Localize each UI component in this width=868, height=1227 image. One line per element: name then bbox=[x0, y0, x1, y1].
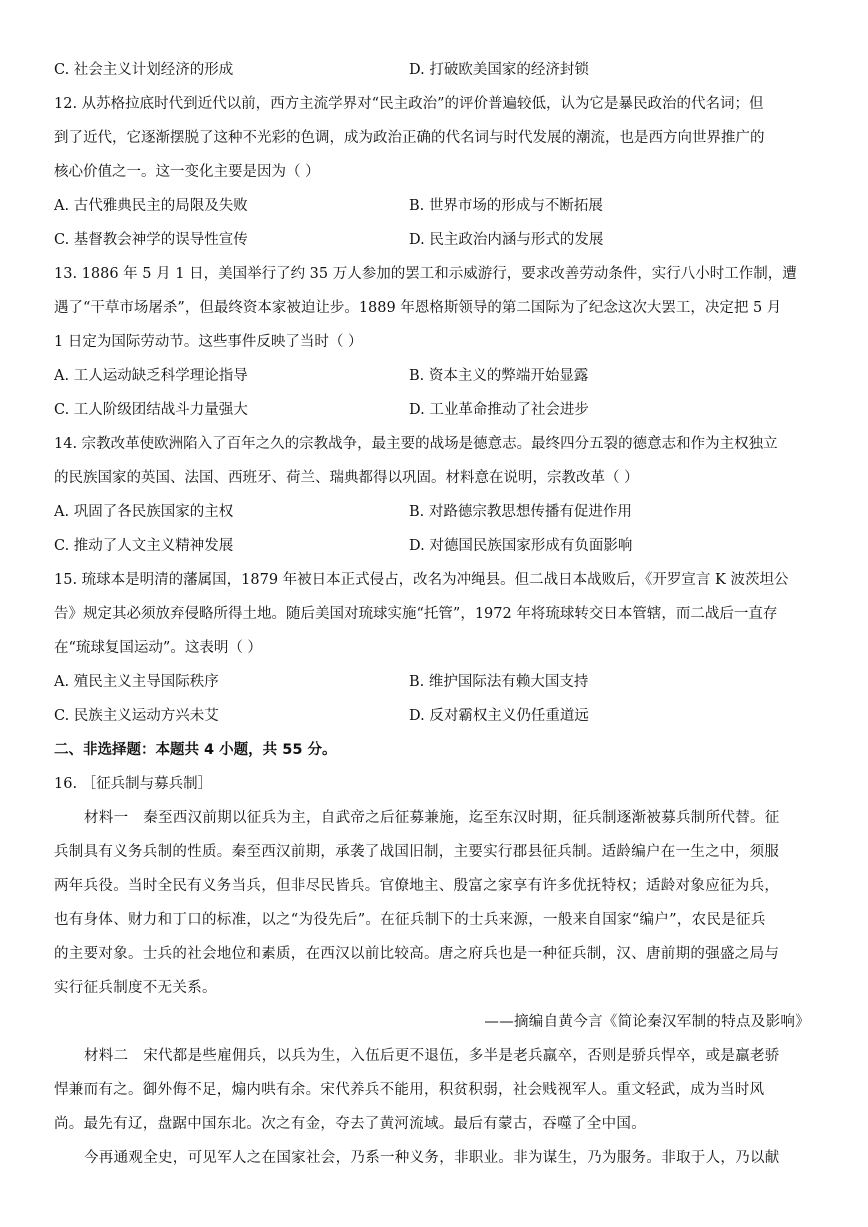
q16-material1-source: ——摘编自黄今言《简论秦汉军制的特点及影响》 bbox=[484, 1014, 810, 1030]
q13-option-d: D. 工业革命推动了社会进步 bbox=[409, 402, 589, 418]
section-heading: 二、非选择题：本题共 4 小题，共 55 分。 bbox=[54, 742, 337, 758]
q16-material2-line: 悍兼而有之。御外侮不足，煽内哄有余。宋代养兵不能用，积贫积弱，社会贱视军人。重文轻武，成为当时风 bbox=[54, 1082, 765, 1098]
q13-stem-line1: 13. 1886 年 5 月 1 日，美国举行了约 35 万人参加的罢工和示威游行，要求改善劳动条件，实行八小时工作制，遭 bbox=[54, 266, 797, 282]
q12-stem-line3: 核心价值之一。这一变化主要是因为（ ） bbox=[54, 164, 320, 180]
q14-stem-line2: 的民族国家的英国、法国、西班牙、荷兰、瑞典都得以巩固。材料意在说明，宗教改革（ ） bbox=[54, 470, 639, 486]
q13-option-b: B. 资本主义的弊端开始显露 bbox=[409, 368, 589, 384]
q15-stem-line1: 15. 琉球本是明清的藩属国，1879 年被日本正式侵占，改名为冲绳县。但二战日本战败后，《开罗宣言 K 波茨坦公 bbox=[54, 572, 789, 588]
q16-material1-line: 材料一 秦至西汉前期以征兵为主，自武帝之后征募兼施，迄至东汉时期，征兵制逐渐被募兵制所代替。征 bbox=[84, 810, 780, 826]
q16-material2-line: 尚。最先有辽，盘踞中国东北。次之有金，夺去了黄河流域。最后有蒙古，吞噬了全中国。 bbox=[54, 1116, 646, 1132]
q16-material1-line: 兵制具有义务兵制的性质。秦至西汉前期，承袭了战国旧制，主要实行郡县征兵制。适龄编户在一生之中，须服 bbox=[54, 844, 780, 860]
q15-stem-line2: 告》规定其必须放弃侵略所得土地。随后美国对琉球实施“托管”，1972 年将琉球转交日本管辖，而二战后一直存 bbox=[54, 606, 778, 622]
q13-stem-line2: 遇了“干草市场屠杀”，但最终资本家被迫让步。1889 年恩格斯领导的第二国际为了纪念这次大罢工，决定把 5 月 bbox=[54, 300, 782, 316]
q14-option-b: B. 对路德宗教思想传播有促进作用 bbox=[409, 504, 632, 520]
q16-title: 16. ［征兵制与募兵制］ bbox=[54, 776, 213, 792]
q12-option-a: A. 古代雅典民主的局限及失败 bbox=[54, 198, 248, 214]
q16-material1-line: 实行征兵制度不无关系。 bbox=[54, 980, 217, 996]
q12-stem-line1: 12. 从苏格拉底时代到近代以前，西方主流学界对“民主政治”的评价普遍较低，认为它是暴民政治的代名词；但 bbox=[54, 96, 764, 112]
q16-material1-line: 也有身体、财力和丁口的标准，以之“为役先后”。在征兵制下的士兵来源，一般来自国家“编户”，农民是征兵 bbox=[54, 912, 766, 928]
q16-material1-line: 的主要对象。士兵的社会地位和素质，在西汉以前比较高。唐之府兵也是一种征兵制，汉、唐前期的强盛之局与 bbox=[54, 946, 780, 962]
q15-option-d: D. 反对霸权主义仍任重道远 bbox=[409, 708, 589, 724]
q14-stem-line1: 14. 宗教改革使欧洲陷入了百年之久的宗教战争，最主要的战场是德意志。最终四分五裂的德意志和作为主权独立 bbox=[54, 436, 778, 452]
q15-option-a: A. 殖民主义主导国际秩序 bbox=[54, 674, 219, 690]
q11-option-d: D. 打破欧美国家的经济封锁 bbox=[409, 62, 589, 78]
q13-option-c: C. 工人阶级团结战斗力量强大 bbox=[54, 402, 248, 418]
q15-option-b: B. 维护国际法有赖大国支持 bbox=[409, 674, 589, 690]
q13-stem-line3: 1 日定为国际劳动节。这些事件反映了当时（ ） bbox=[54, 334, 363, 350]
q12-option-c: C. 基督教会神学的误导性宣传 bbox=[54, 232, 248, 248]
q14-option-d: D. 对德国民族国家形成有负面影响 bbox=[409, 538, 633, 554]
q11-option-c: C. 社会主义计划经济的形成 bbox=[54, 62, 234, 78]
q14-option-c: C. 推动了人文主义精神发展 bbox=[54, 538, 234, 554]
q16-material2-line: 材料二 宋代都是些雇佣兵，以兵为生，入伍后更不退伍，多半是老兵羸卒，否则是骄兵悍卒，或是羸老骄 bbox=[84, 1048, 780, 1064]
q13-option-a: A. 工人运动缺乏科学理论指导 bbox=[54, 368, 248, 384]
q12-option-d: D. 民主政治内涵与形式的发展 bbox=[409, 232, 604, 248]
q15-stem-line3: 在“琉球复国运动”。这表明（ ） bbox=[54, 640, 262, 656]
q16-material1-line: 两年兵役。当时全民有义务当兵，但非尽民皆兵。官僚地主、殷富之家享有许多优抚特权；适龄对象应征为兵， bbox=[54, 878, 780, 894]
q16-material2-line: 今再通观全史，可见军人之在国家社会，乃系一种义务，非职业。非为谋生，乃为服务。非取于人，乃以献 bbox=[84, 1150, 780, 1166]
q12-stem-line2: 到了近代，它逐渐摆脱了这种不光彩的色调，成为政治正确的代名词与时代发展的潮流，也是西方向世界推广的 bbox=[54, 130, 765, 146]
q15-option-c: C. 民族主义运动方兴未艾 bbox=[54, 708, 219, 724]
q14-option-a: A. 巩固了各民族国家的主权 bbox=[54, 504, 234, 520]
q12-option-b: B. 世界市场的形成与不断拓展 bbox=[409, 198, 603, 214]
